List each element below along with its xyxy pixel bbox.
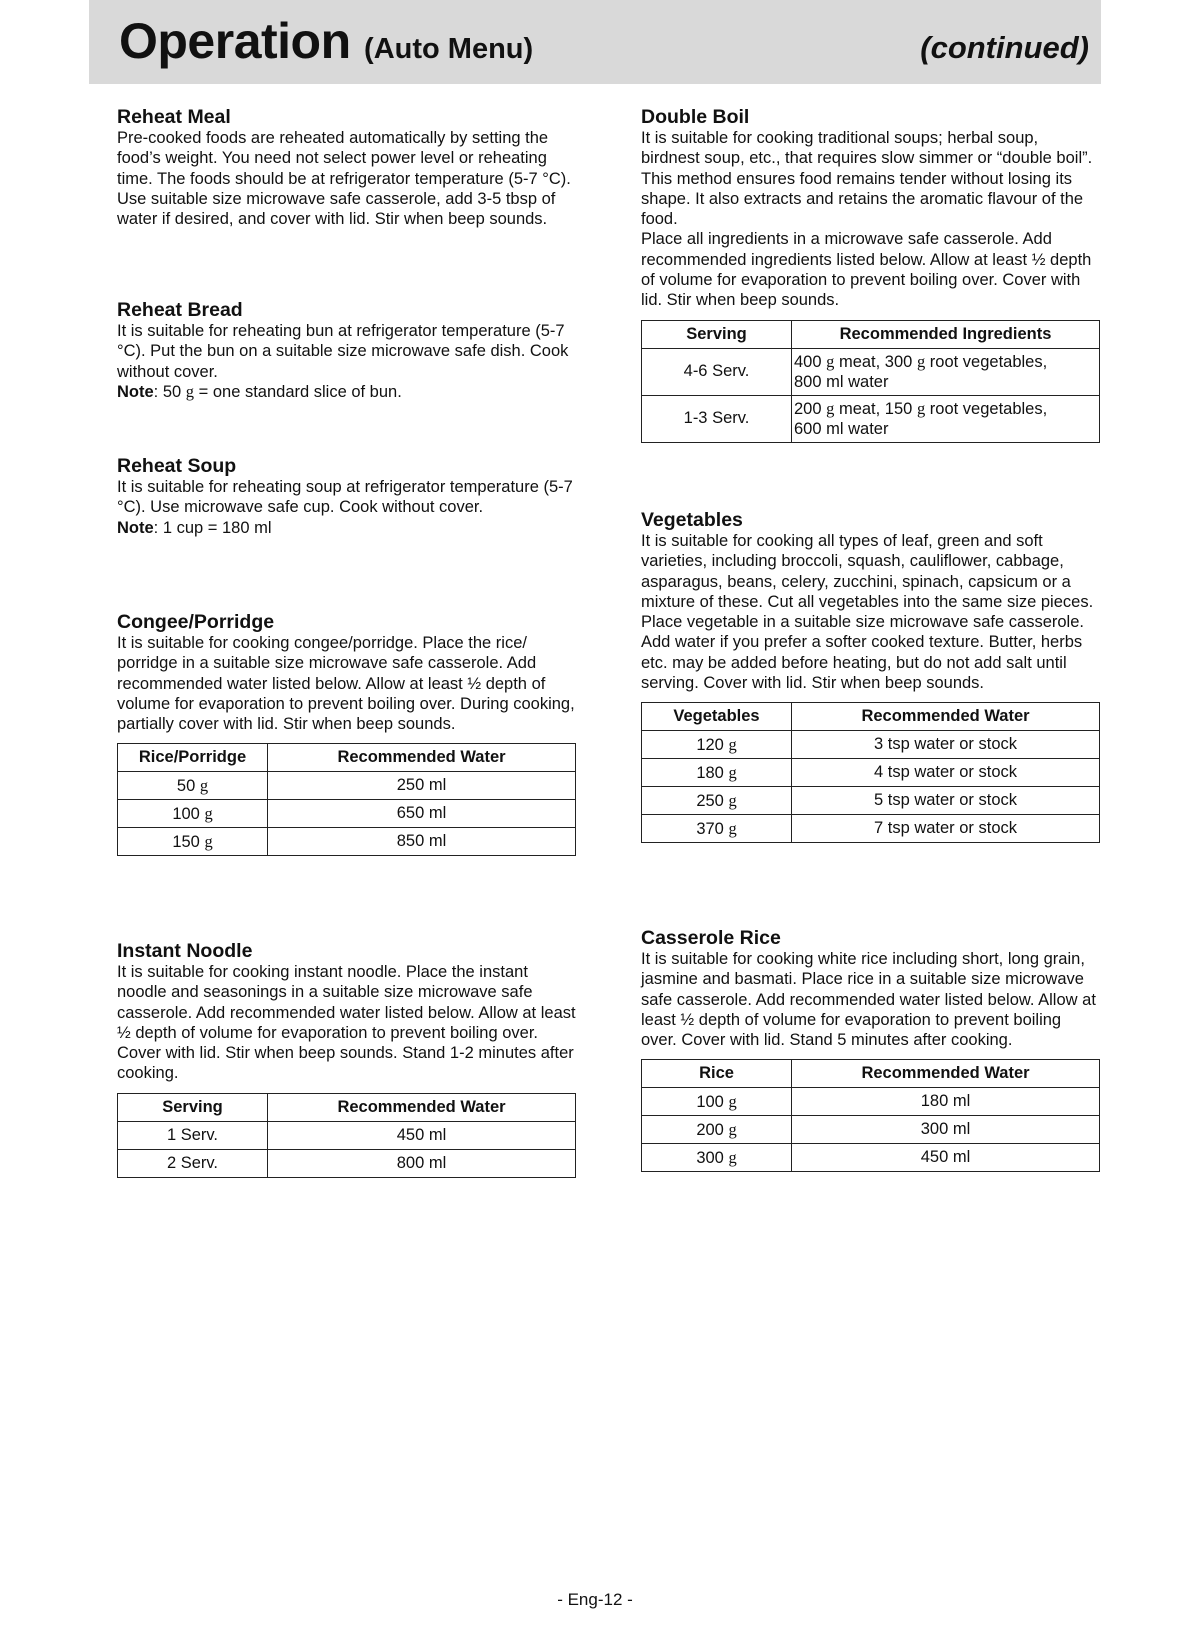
page-number: - Eng-12 - — [557, 1590, 633, 1609]
section-heading: Reheat Bread — [117, 299, 243, 321]
page-title — [119, 12, 533, 70]
title-subtitle: (Auto Menu) — [364, 33, 534, 65]
table-cell — [118, 800, 268, 828]
table-row — [642, 395, 1100, 442]
note-text: : 50 — [153, 382, 186, 401]
section-instant-noodle — [117, 940, 577, 1178]
table-row — [118, 800, 576, 828]
casserole-rice-table — [641, 1059, 1100, 1172]
qty-value: 150 — [172, 832, 200, 851]
qty-value: 100 — [172, 804, 200, 823]
continued-label: (continued) — [920, 30, 1089, 65]
section-heading: Double Boil — [641, 106, 750, 128]
table-row — [642, 1088, 1100, 1116]
table-cell — [642, 1088, 792, 1116]
table-cell: 250 ml — [268, 772, 576, 800]
table-header-row — [642, 703, 1100, 731]
page-header — [89, 0, 1101, 84]
note-unit: g — [185, 381, 195, 401]
section-double-boil — [641, 106, 1101, 443]
section-heading: Reheat Meal — [117, 106, 231, 128]
table-header: Serving — [642, 320, 792, 348]
table-cell: 7 tsp water or stock — [792, 815, 1100, 843]
table-row — [642, 815, 1100, 843]
table-cell: 650 ml — [268, 800, 576, 828]
qty-value: 200 — [696, 1120, 724, 1139]
qty-value: 180 — [696, 763, 724, 782]
table-cell: 3 tsp water or stock — [792, 731, 1100, 759]
qty-unit: g — [826, 398, 835, 418]
table-header: Serving — [118, 1093, 268, 1121]
qty-unit: g — [826, 351, 835, 371]
qty-unit: g — [204, 831, 213, 851]
note-label: Note — [117, 382, 154, 401]
table-row — [642, 731, 1100, 759]
title-main: Operation — [119, 13, 351, 69]
qty-unit: g — [728, 1091, 737, 1111]
table-row — [118, 772, 576, 800]
section-casserole-rice — [641, 927, 1101, 1172]
qty-unit: g — [728, 818, 737, 838]
table-cell — [642, 731, 792, 759]
section-body: It is suitable for cooking all types of leaf, green and soft varieties, including broccoli, squash, cauliflower, cabbage, asparagus, beans, celery, zucchini, spinach, capsicum or a mixture of these. Cut all vegetables into the same size pieces. Place vegetable in a suitable size microwave safe casserole. Add water if you prefer a softer cooked texture. Butter, herbs etc. may be added before heating, but do not add salt until serving. Cover with lid. Stir when beep sounds. — [641, 532, 1094, 693]
table-row — [118, 1149, 576, 1177]
congee-table — [117, 743, 576, 856]
table-cell: 1-3 Serv. — [642, 395, 792, 442]
section-reheat-bread — [117, 299, 577, 402]
table-cell: 1 Serv. — [118, 1121, 268, 1149]
table-header-row — [118, 744, 576, 772]
table-row — [642, 1144, 1100, 1172]
table-row — [118, 828, 576, 856]
ingredient-text: meat, 150 — [834, 399, 917, 418]
table-header: Recommended Water — [268, 1093, 576, 1121]
qty-unit: g — [728, 1147, 737, 1167]
vegetables-table — [641, 702, 1100, 843]
qty-unit: g — [728, 790, 737, 810]
section-body: Pre-cooked foods are reheated automatically by setting the food’s weight. You need not select power level or reheating time. The foods should be at refrigerator temperature (5-7 °C). Use suitable size microwave safe casserole, add 3-5 tbsp of water if desired, and cover with lid. Stir when beep sounds. — [117, 129, 571, 229]
table-cell: 300 ml — [792, 1116, 1100, 1144]
table-cell: 2 Serv. — [118, 1149, 268, 1177]
table-cell — [642, 759, 792, 787]
table-cell: 450 ml — [792, 1144, 1100, 1172]
qty-unit: g — [204, 803, 213, 823]
table-row — [642, 348, 1100, 395]
table-cell: 850 ml — [268, 828, 576, 856]
table-cell — [642, 1144, 792, 1172]
section-reheat-soup — [117, 455, 577, 538]
table-cell — [792, 395, 1100, 442]
table-row — [642, 787, 1100, 815]
qty-value: 50 — [176, 776, 196, 795]
section-body: Place all ingredients in a microwave safe casserole. Add recommended ingredients listed below. Allow at least ½ depth of volume for evaporation to prevent boiling over. Cover with lid. Stir when beep sounds. — [641, 230, 1092, 310]
table-header-row — [642, 320, 1100, 348]
table-cell — [118, 828, 268, 856]
qty-value: 370 — [696, 819, 724, 838]
section-body: It is suitable for cooking congee/porridge. Place the rice/ porridge in a suitable size microwave safe casserole. Add recommended water listed below. Allow at least ½ depth of volume for evaporation to prevent boiling over. During cooking, partially cover with lid. Stir when beep sounds. — [117, 634, 575, 734]
section-body: It is suitable for cooking traditional soups; herbal soup, birdnest soup, etc., that requires slow simmer or “double boil”. This method ensures food remains tender without losing its shape. It also extracts and retains the aromatic flavour of the food. — [641, 129, 1093, 229]
table-cell — [792, 348, 1100, 395]
section-heading: Instant Noodle — [117, 940, 253, 962]
qty-unit: g — [199, 775, 209, 795]
qty-unit: g — [728, 1119, 737, 1139]
table-cell: 5 tsp water or stock — [792, 787, 1100, 815]
section-reheat-meal — [117, 106, 577, 229]
table-row — [642, 759, 1100, 787]
qty-value: 400 — [794, 352, 822, 371]
ingredient-text: meat, 300 — [834, 352, 917, 371]
table-cell: 450 ml — [268, 1121, 576, 1149]
qty-unit: g — [916, 398, 926, 418]
section-body: It is suitable for cooking white rice including short, long grain, jasmine and basmati. Place rice in a suitable size microwave safe casserole. Add recommended water listed below. Allow at least ½ depth of volume for evaporation to prevent boiling over. Cover with lid. Stand 5 minutes after cooking. — [641, 950, 1096, 1050]
table-header: Rice/Porridge — [118, 744, 268, 772]
qty-unit: g — [728, 762, 737, 782]
qty-unit: g — [916, 351, 926, 371]
table-cell: 4-6 Serv. — [642, 348, 792, 395]
section-vegetables — [641, 509, 1101, 843]
section-note — [117, 382, 577, 402]
instant-noodle-table — [117, 1093, 576, 1178]
note-label: Note — [117, 518, 154, 537]
table-header: Recommended Water — [792, 1060, 1100, 1088]
table-cell — [118, 772, 268, 800]
table-header: Recommended Water — [792, 703, 1100, 731]
section-note — [117, 518, 577, 538]
table-header-row — [118, 1093, 576, 1121]
qty-value: 300 — [696, 1148, 724, 1167]
ingredient-water: 800 ml water — [794, 372, 889, 391]
section-body: It is suitable for reheating bun at refrigerator temperature (5-7 °C). Put the bun on a suitable size microwave safe dish. Cook without cover. — [117, 322, 569, 381]
table-header: Rice — [642, 1060, 792, 1088]
note-text: : 1 cup = 180 ml — [153, 518, 272, 537]
double-boil-table — [641, 320, 1100, 443]
qty-unit: g — [728, 734, 737, 754]
section-body: It is suitable for cooking instant noodle. Place the instant noodle and seasonings in a suitable size microwave safe casserole. Add recommended water listed below. Allow at least ½ depth of volume for evaporation to prevent boiling over. Cover with lid. Stir when beep sounds. Stand 1-2 minutes after cooking. — [117, 963, 576, 1083]
ingredient-text: root vegetables, — [925, 352, 1048, 371]
section-heading: Vegetables — [641, 509, 743, 531]
section-heading: Casserole Rice — [641, 927, 781, 949]
ingredient-text: root vegetables, — [925, 399, 1048, 418]
table-header-row — [642, 1060, 1100, 1088]
section-congee — [117, 611, 577, 856]
table-row — [642, 1116, 1100, 1144]
table-header: Recommended Water — [268, 744, 576, 772]
section-body: It is suitable for reheating soup at refrigerator temperature (5-7 °C). Use microwave safe cup. Cook without cover. — [117, 478, 573, 517]
table-cell: 4 tsp water or stock — [792, 759, 1100, 787]
table-cell: 180 ml — [792, 1088, 1100, 1116]
ingredient-water: 600 ml water — [794, 419, 889, 438]
table-row — [118, 1121, 576, 1149]
table-header: Vegetables — [642, 703, 792, 731]
qty-value: 200 — [794, 399, 822, 418]
section-heading: Reheat Soup — [117, 455, 237, 477]
table-cell — [642, 1116, 792, 1144]
qty-value: 120 — [696, 735, 724, 754]
section-heading: Congee/Porridge — [117, 611, 275, 633]
qty-value: 250 — [696, 791, 724, 810]
qty-value: 100 — [696, 1092, 724, 1111]
note-text: = one standard slice of bun. — [194, 382, 402, 401]
table-header: Recommended Ingredients — [792, 320, 1100, 348]
table-cell — [642, 815, 792, 843]
table-cell — [642, 787, 792, 815]
table-cell: 800 ml — [268, 1149, 576, 1177]
